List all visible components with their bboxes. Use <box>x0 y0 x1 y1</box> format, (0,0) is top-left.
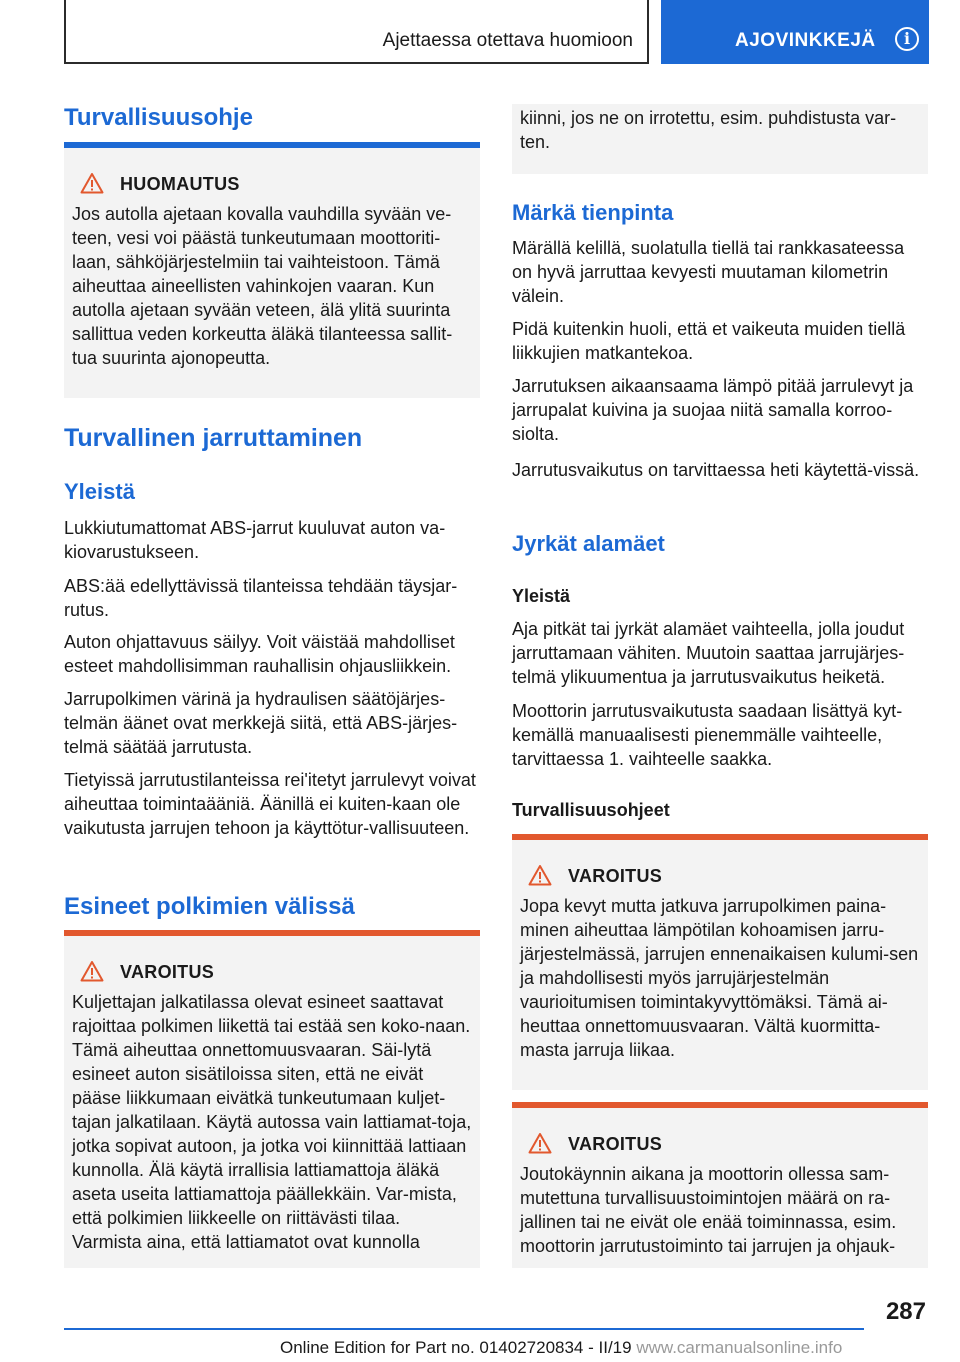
header-title: Ajettaessa otettava huomioon <box>382 30 633 51</box>
footer-edition <box>280 1338 842 1358</box>
wet-road-heading: Märkä tienpinta <box>512 200 674 225</box>
warning-label: VAROITUS <box>120 962 215 982</box>
warning-label: VAROITUS <box>568 1134 663 1154</box>
paragraph: Auton ohjattavuus säilyy. Voit väistää mahdolliset esteet mahdollisimman rauhallisin ohjausliikkein. <box>64 632 455 676</box>
warning-triangle-icon <box>528 1132 552 1154</box>
pedals-heading: Esineet polkimien välissä <box>64 893 355 920</box>
site-link[interactable]: www.carmanualsonline.info <box>636 1338 843 1357</box>
warning-box-1 <box>512 840 928 1090</box>
paragraph: ABS:ää edellyttävissä tilanteissa tehdään täysjar-rutus. <box>64 576 458 620</box>
notice-box <box>64 148 480 398</box>
notice-text: Jos autolla ajetaan kovalla vauhdilla syvään ve-teen, vesi voi päästä tunkeutumaan moottoriti-laan, sähköjärjestelmiin tai vaihteistoon. Tämä aiheuttaa aineellisten vahinkojen vaaran. Kun autolla ajetaan syvään veteen, älä ylitä suurinta sallittua veden korkeutta äläkä tilanteessa sallit-tua suurinta ajonopeutta. <box>72 204 453 368</box>
braking-heading: Turvallinen jarruttaminen <box>64 424 363 452</box>
page-number: 287 <box>885 1298 926 1325</box>
warning-box-2 <box>512 1108 928 1268</box>
warning-triangle-icon <box>528 864 552 886</box>
paragraph: Pidä kuitenkin huoli, että et vaikeuta muiden tiellä liikkujien matkantekoa. <box>512 319 906 363</box>
general-subheading: Yleistä <box>512 586 571 606</box>
paragraph: Jarrupolkimen värinä ja hydraulisen säätöjärjes-telmän äänet ovat merkkejä siitä, että ABS-järjes-telmä säätää jarrutusta. <box>64 689 458 757</box>
header-section-label: AJOVINKKEJÄ <box>735 30 876 51</box>
general-heading: Yleistä <box>64 479 135 504</box>
slopes-heading: Jyrkät alamäet <box>512 531 665 556</box>
continued-warning-box <box>512 104 928 174</box>
paragraph: Tietyissä jarrutustilanteissa rei'itetyt jarrulevyt voivat aiheuttaa toimintaääniä. Äänillä ei kuiten-kaan ole vaikutusta jarrujen tehoon ja käyttötur-vallisuuteen. <box>64 770 476 838</box>
paragraph: Moottorin jarrutusvaikutusta saadaan lisättyä kyt-kemällä manuaalisesti pienemmälle vaihteelle, tarvittaessa 1. vaihteelle saakka. <box>512 701 903 769</box>
warning-text: Kuljettajan jalkatilassa olevat esineet saattavat rajoittaa polkimen liikettä tai estää sen koko-naan. Tämä aiheuttaa onnettomuusvaaran. Säi-lytä esineet auton sisätiloissa siten, että ne eivät pääse liikkumaan eivätkä tunkeutumaan kuljet-tajan jalkatilaan. Käytä autossa vain lattiamat-toja, jotka sopivat autoon, ja jotka voi kiinnittää lattiaan kunnolla. Älä käytä irrallisia lattiamattoja äläkä aseta useita lattiamattoja päällekkäin. Var-mista, että polkimien liikkeelle on riittävästi tilaa. Varmista aina, että lattiamatot ovat kunnolla <box>72 992 472 1252</box>
paragraph: Aja pitkät tai jyrkät alamäet vaihteella, jolla joudut jarruttamaan vähiten. Muutoin saattaa jarrujärjes-telmä ylikuumentua ja jarrutusvaikutus heiketä. <box>512 619 905 687</box>
header-title-box <box>64 0 649 64</box>
notice-label: HUOMAUTUS <box>120 174 240 194</box>
info-icon[interactable]: i <box>895 27 919 51</box>
header-section-tab[interactable] <box>661 0 929 64</box>
footer-rule <box>64 1328 864 1330</box>
continued-text: kiinni, jos ne on irrotettu, esim. puhdistusta var-ten. <box>520 108 897 152</box>
warning-text: Joutokäynnin aikana ja moottorin ollessa sam-mutettuna turvallisuustoimintojen määrä on ra-jallinen tai ne eivät ole enää toiminnassa, esim. moottorin jarrutustoiminto tai jarrujen ja ohjauk- <box>520 1164 897 1256</box>
edition-text: Online Edition for Part no. 01402720834 - II/19 <box>280 1338 632 1357</box>
warning-box <box>64 936 480 1268</box>
warning-text: Jopa kevyt mutta jatkuva jarrupolkimen paina-minen aiheuttaa lämpötilan kohoamisen jarru-järjestelmässä, jarrujen ennenaikaisen kulumi-sen ja mahdollisesti myös jarrujärjestelmän vaurioitumisen toimintakyvyttömäksi. Tämä ai-heuttaa onnettomuusvaaran. Vältä kuormitta-masta jarruja liikaa. <box>520 896 919 1060</box>
warning-label: VAROITUS <box>568 866 663 886</box>
safety-heading: Turvallisuusohje <box>64 104 253 131</box>
warning-triangle-icon <box>80 172 104 194</box>
safety-subheading: Turvallisuusohjeet <box>512 800 670 820</box>
paragraph: Jarrutuksen aikaansaama lämpö pitää jarrulevyt ja jarrupalat kuivina ja suojaa niitä samalla korroo-siolta. <box>512 376 914 444</box>
paragraph: Lukkiutumattomat ABS-jarrut kuuluvat auton va-kiovarustukseen. <box>64 518 446 562</box>
paragraph: Jarrutusvaikutus on tarvittaessa heti käytettä-vissä. <box>512 460 920 480</box>
warning-triangle-icon <box>80 960 104 982</box>
paragraph: Märällä kelillä, suolatulla tiellä tai rankkasateessa on hyvä jarruttaa kevyesti muutaman kilometrin välein. <box>512 238 905 306</box>
